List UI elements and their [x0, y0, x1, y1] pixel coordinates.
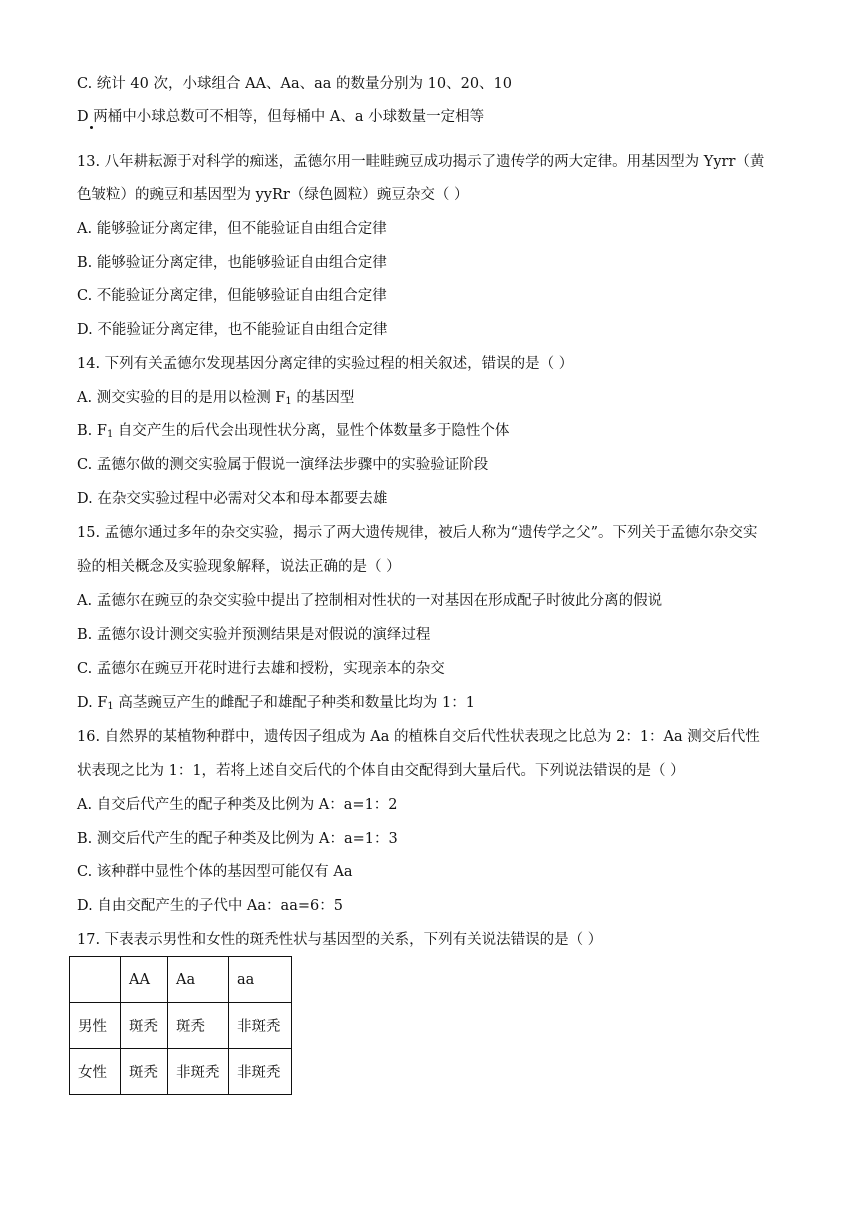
table-cell: 斑秃: [121, 1049, 168, 1095]
q16-stem-line1: 16. 自然界的某植物种群中，遗传因子组成为 Aa 的植株自交后代性状表现之比总为 2：1：Aa 测交后代性: [77, 729, 760, 745]
table-cell: 非斑秃: [168, 1049, 229, 1095]
q14-option-a: A. 测交实验的目的是用以检测 $F_1$ 的基因型: [77, 390, 355, 407]
q14-option-c: C. 孟德尔做的测交实验属于假说一演绎法步骤中的实验验证阶段: [77, 457, 489, 473]
q15-option-c: C. 孟德尔在豌豆开花时进行去雄和授粉，实现亲本的杂交: [77, 661, 445, 677]
q16-stem-line2: 状表现之比为 1：1，若将上述自交后代的个体自由交配得到大量后代。下列说法错误的是（ ）: [77, 763, 685, 779]
q16-option-c: C. 该种群中显性个体的基因型可能仅有 Aa: [77, 864, 353, 880]
question-c-option: C. 统计 40 次，小球组合 AA、Aa、aa 的数量分别为 10、20、10: [77, 76, 512, 92]
table-header-cell: AA: [121, 957, 168, 1003]
q13-option-a: A. 能够验证分离定律，但不能验证自由组合定律: [77, 221, 387, 237]
baldness-genotype-table: [69, 956, 292, 1095]
q13-stem-line2: 色皱粒）的豌豆和基因型为 yyRr（绿色圆粒）豌豆杂交（ ）: [77, 187, 469, 203]
q14-stem: 14. 下列有关孟德尔发现基因分离定律的实验过程的相关叙述，错误的是（ ）: [77, 356, 574, 372]
table-cell: 非斑秃: [229, 1003, 292, 1049]
q16-option-b: B. 测交后代产生的配子种类及比例为 A：a=1：3: [77, 831, 398, 847]
q13-option-d: D. 不能验证分离定律，也不能验证自由组合定律: [77, 322, 388, 338]
q13-option-c: C. 不能验证分离定律，但能够验证自由组合定律: [77, 288, 387, 304]
q16-option-d: D. 自由交配产生的子代中 Aa：aa=6：5: [77, 898, 343, 914]
q15-option-d: D. $F_1$ 高茎豌豆产生的雌配子和雄配子种类和数量比均为 1：1: [77, 695, 475, 712]
table-cell: [70, 957, 121, 1003]
table-header-cell: aa: [229, 957, 292, 1003]
table-header-row: [70, 957, 292, 1003]
q16-option-a: A. 自交后代产生的配子种类及比例为 A：a=1：2: [77, 797, 398, 813]
table-row: [70, 1003, 292, 1049]
table-cell: 斑秃: [168, 1003, 229, 1049]
q15-stem-line1: 15. 孟德尔通过多年的杂交实验，揭示了两大遗传规律，被后人称为“遗传学之父”。下列关于孟德尔杂交实: [77, 525, 758, 541]
table-cell: 斑秃: [121, 1003, 168, 1049]
q15-stem-line2: 验的相关概念及实验现象解释，说法正确的是（ ）: [77, 559, 401, 575]
q13-stem-line1: 13. 八年耕耘源于对科学的痴迷，孟德尔用一畦畦豌豆成功揭示了遗传学的两大定律。用基因型为 Yyrr（黄: [77, 154, 765, 170]
table-row: [70, 1049, 292, 1095]
question-d-option: D 两桶中小球总数可不相等，但每桶中 A、a 小球数量一定相等: [77, 109, 485, 125]
table-cell: 女性: [70, 1049, 121, 1095]
q17-stem: 17. 下表表示男性和女性的斑秃性状与基因型的关系，下列有关说法错误的是（ ）: [77, 932, 603, 948]
table-cell: 男性: [70, 1003, 121, 1049]
table-cell: 非斑秃: [229, 1049, 292, 1095]
table-header-cell: Aa: [168, 957, 229, 1003]
q14-option-d: D. 在杂交实验过程中必需对父本和母本都要去雄: [77, 491, 388, 507]
q14-option-b: B. $F_1$ 自交产生的后代会出现性状分离，显性个体数量多于隐性个体: [77, 423, 510, 440]
q15-option-b: B. 孟德尔设计测交实验并预测结果是对假说的演绎过程: [77, 627, 431, 643]
q15-option-a: A. 孟德尔在豌豆的杂交实验中提出了控制相对性状的一对基因在形成配子时彼此分离的假说: [77, 593, 663, 609]
dot-mark: [90, 126, 93, 129]
q13-option-b: B. 能够验证分离定律，也能够验证自由组合定律: [77, 255, 387, 271]
